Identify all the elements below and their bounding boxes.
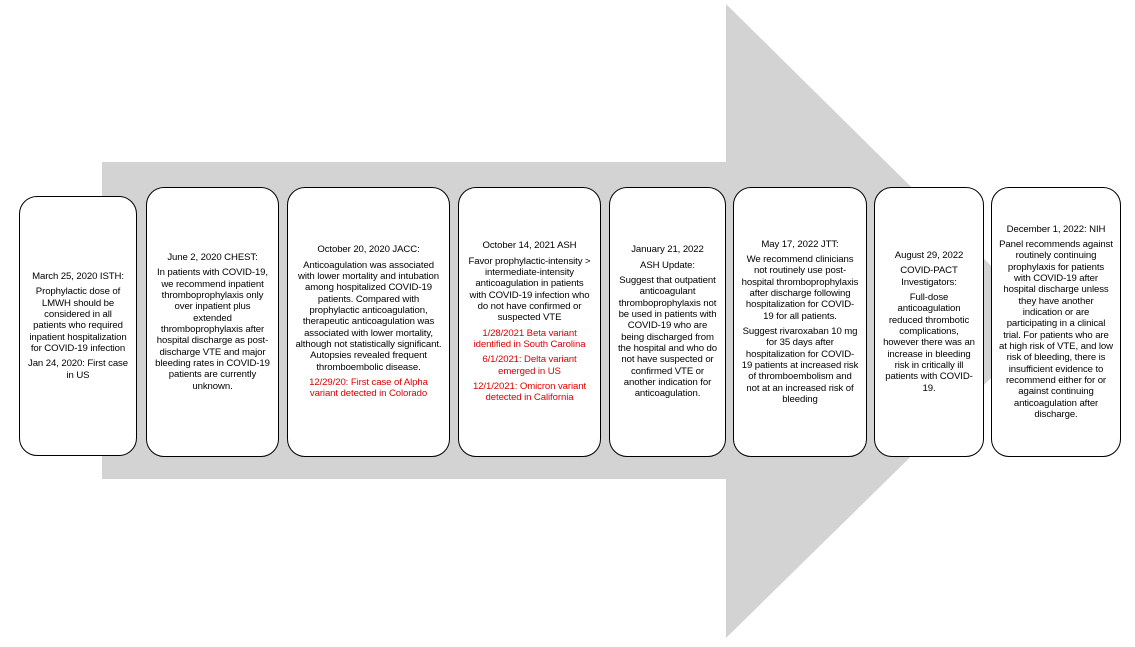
card-text: Anticoagulation was associated with lower mortality and intubation among hospitalized COVID-19 patients. Compared with prophylactic anticoagulation, therapeutic anticoagulation was associated with lower mortality, although not statistically significant. Autopsies revealed frequent thromboembolic disease. [295,259,442,373]
card-heading: May 17, 2022 JTT: [761,238,839,250]
card-heading: October 14, 2021 ASH [482,240,577,252]
card-heading: June 2, 2020 CHEST: [167,252,258,264]
card-text: COVID-PACT Investigators: [900,265,958,288]
card-heading: August 29, 2022 [894,250,964,262]
card-heading: December 1, 2022: NIH [1006,223,1106,235]
card-ash-update-2022 [609,187,726,457]
card-text: Prophylactic dose of LMWH should be considered in all patients who required inpatient hospitalization for COVID-19 infection [29,286,127,354]
card-heading: January 21, 2022 [631,244,704,256]
variant-note: 12/29/20: First case of Alpha variant detected in Colorado [309,376,428,400]
card-isth-2020 [19,196,137,456]
variant-note: 1/28/2021 Beta variant identified in South Carolina [473,327,586,350]
card-jacc-2020 [287,187,450,457]
card-text: In patients with COVID-19, we recommend inpatient thromboprophylaxis only over inpatient plus extended thromboprophylaxis after hospital discharge as post-discharge VTE and major bleeding rates in COVID-19 patients are currently unknown. [155,267,270,392]
card-text: We recommend clinicians not routinely use post-hospital thromboprophylaxis after discharge following hospitalization for COVID-19 for all patients. [741,254,859,322]
card-ash-2021 [458,187,601,457]
card-text: Panel recommends against routinely continuing prophylaxis for patients with COVID-19 after hospital discharge unless they have another indication or are participating in a clinical trial. For patients who are at high risk of VTE, and low risk of bleeding, there is insufficient evidence to recommend either for or against continuing anticoagulation after discharge. [999,239,1113,420]
card-jtt-2022 [733,187,867,457]
card-chest-2020 [146,187,279,457]
card-text: Favor prophylactic-intensity > intermediate-intensity anticoagulation in patients with COVID-19 infection who do not have confirmed or suspected VTE [468,255,591,324]
variant-note: 12/1/2021: Omicron variant detected in California [472,380,587,404]
card-nih-2022 [991,187,1121,457]
card-text: Full-dose anticoagulation reduced thrombotic complications, however there was an increase in bleeding risk in critically ill patients with COVID-19. [883,292,975,394]
card-text: Suggest rivaroxaban 10 mg for 35 days after hospitalization for COVID-19 patients at increased risk of thromboembolism and not at an increased risk of bleeding [741,326,859,405]
card-text: Jan 24, 2020: First case in US [28,358,128,381]
card-heading: March 25, 2020 ISTH: [32,271,124,283]
variant-note: 6/1/2021: Delta variant emerged in US [482,354,577,377]
card-heading: October 20, 2020 JACC: [317,244,420,256]
card-text: ASH Update: [640,259,695,271]
card-covid-pact-2022 [874,187,984,457]
card-text: Suggest that outpatient anticoagulant thromboprophylaxis not be used in patients with COVID-19 who are being discharged from the hospital and who do not have suspected or confirmed VTE or another indication for anticoagulation. [617,275,718,400]
